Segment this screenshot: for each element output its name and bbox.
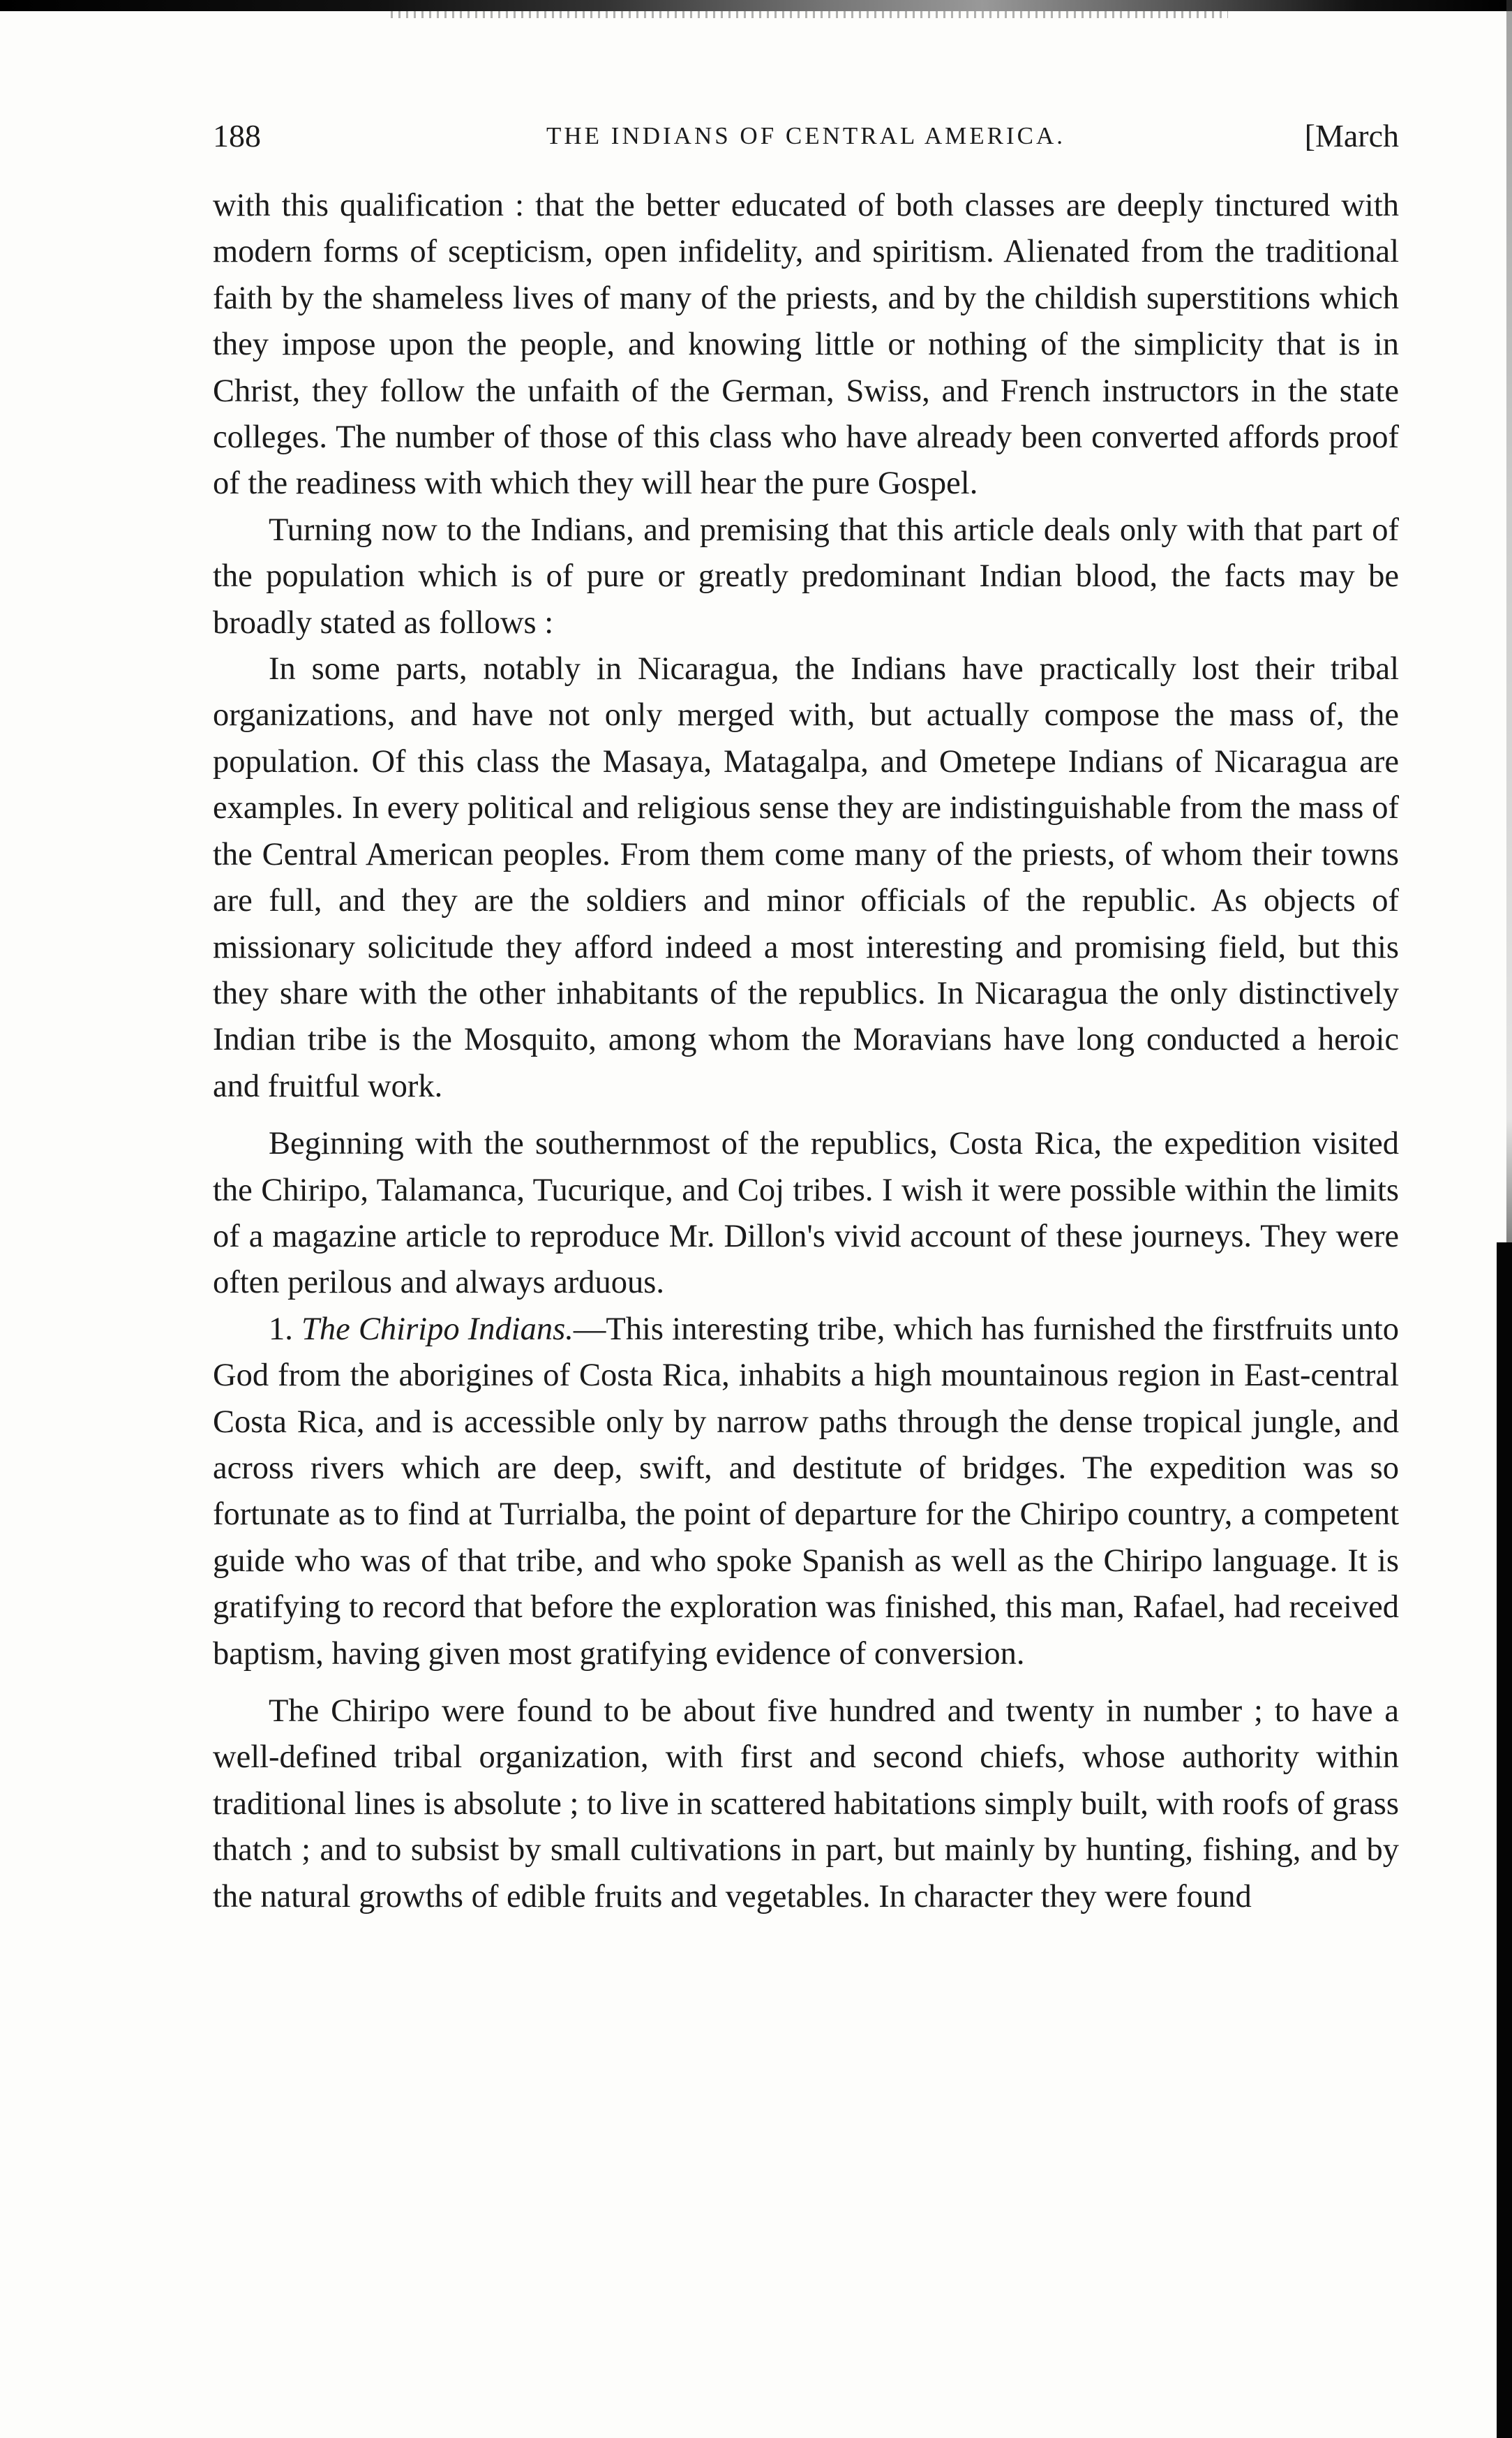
scan-edge-top xyxy=(0,0,1512,11)
paragraph-chiripo-description: The Chiripo were found to be about five hundred and twenty in number ; to have a well-defined tribal organization, with first and second chiefs, whose authority within traditional lines is absolute ; to live in scattered habitations simply built, with roofs of grass thatch ; and to subsist by small cultivations in part, but mainly by hunting, fishing, and by the natural growths of edible fruits and vegetables. In character they were found xyxy=(213,1693,1399,1915)
running-head xyxy=(213,112,1399,161)
section-chiripo xyxy=(213,1307,1399,1677)
article-body xyxy=(213,183,1399,1920)
paragraph-turning-to-indians: Turning now to the Indians, and premising that this article deals only with that part of the population which is of pure or greatly predominant Indian blood, the facts may be broadly stated as follows : xyxy=(213,512,1399,641)
scan-edge-fringe xyxy=(391,11,1228,18)
paragraph-costa-rica: Beginning with the southernmost of the republics, Costa Rica, the expedition visited the Chiripo, Talamanca, Tucurique, and Coj tribes. I wish it were possible within the limits of a magazine article to reproduce Mr. Dillon's vivid account of these journeys. They were often perilous and always arduous. xyxy=(213,1126,1399,1301)
section-dash: — xyxy=(573,1311,606,1347)
scan-edge-right xyxy=(1497,1242,1512,2438)
running-month: [March xyxy=(1304,118,1399,154)
section-number: 1. xyxy=(269,1311,293,1347)
section-heading: The Chiripo Indians. xyxy=(301,1311,574,1347)
paragraph-continued: with this qualification : that the better educated of both classes are deeply tinctured with modern forms of scepticism, open infidelity, and spiritism. Alienated from the traditional faith by the shameless lives of many of the priests, and by the childish superstitions which they impose upon the people, and knowing little or nothing of the simplicity that is in Christ, they follow the unfaith of the German, Swiss, and French instructors in the state colleges. The number of those of this class who have already been converted affords proof of the readiness with which they will hear the pure Gospel. xyxy=(213,188,1399,502)
running-title: THE INDIANS OF CENTRAL AMERICA. xyxy=(546,122,1065,149)
paragraph-nicaragua: In some parts, notably in Nicaragua, the Indians have practically lost their tribal organizations, and have not only merged with, but actually compose the mass of, the population. Of this class the Masaya, Matagalpa, and Ometepe Indians of Nicaragua are examples. In every political and religious sense they are indistinguishable from the mass of the Central American peoples. From them come many of the priests, of whom their towns are full, and they are the soldiers and minor officials of the republic. As objects of missionary solicitude they afford indeed a most interesting and promising field, but this they share with the other inhabitants of the republics. In Nicaragua the only distinctively Indian tribe is the Mosquito, among whom the Moravians have long conducted a heroic and fruitful work. xyxy=(213,651,1399,1104)
section-chiripo-text: This interesting tribe, which has furnished the firstfruits unto God from the aborigines of Costa Rica, inhabits a high mountainous region in East-central Costa Rica, and is accessible only by narrow paths through the dense tropical jungle, and across rivers which are deep, swift, and destitute of bridges. The expedition was so fortunate as to find at Turrialba, the point of departure for the Chiripo country, a competent guide who was of that tribe, and who spoke Spanish as well as the Chiripo language. It is gratifying to record that before the exploration was finished, this man, Rafael, had received baptism, having given most gratifying evidence of conversion. xyxy=(213,1311,1400,1672)
page-number: 188 xyxy=(213,118,261,154)
scan-edge-right-shadow xyxy=(1506,0,1512,1242)
